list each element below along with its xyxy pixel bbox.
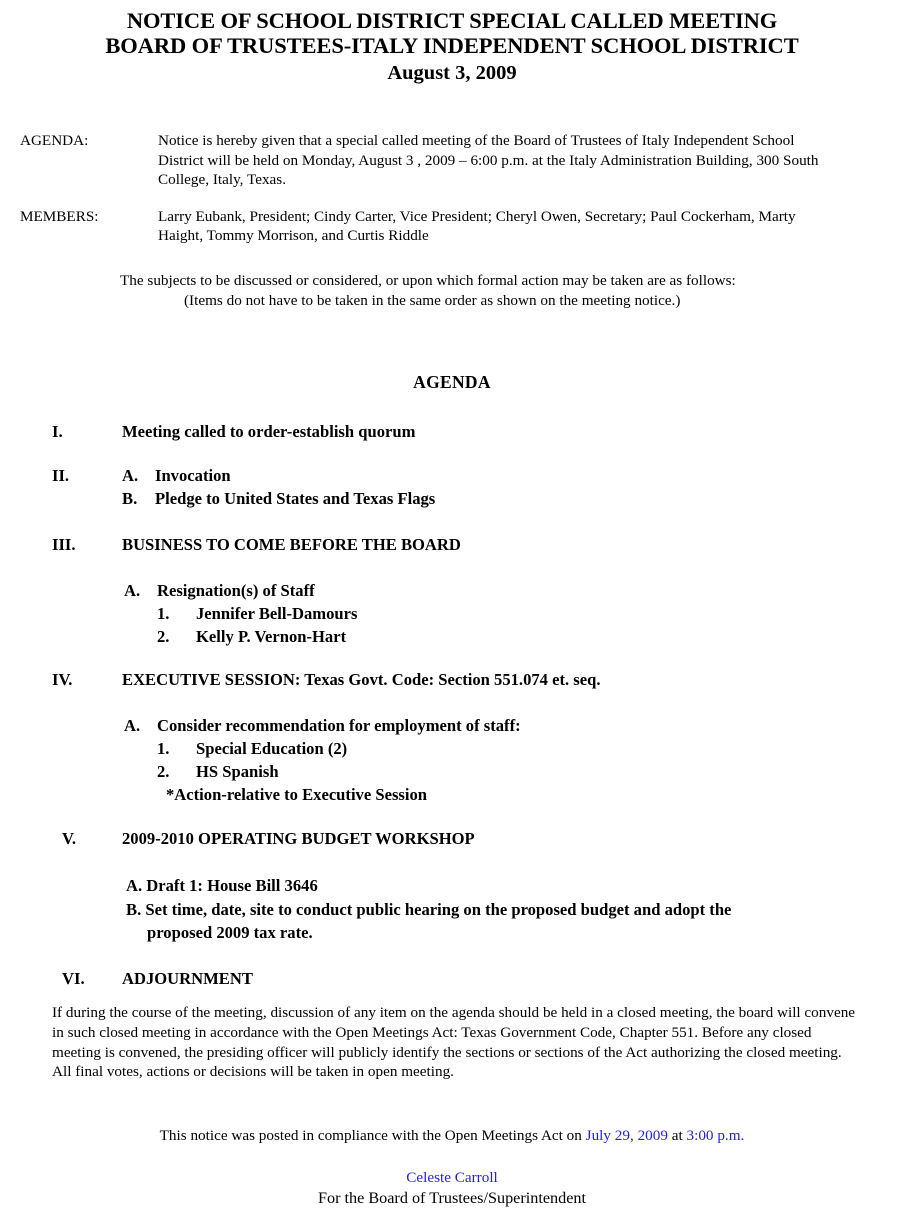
agenda-item-ii-sub-b [122, 488, 854, 511]
agenda-item-ii-sub-b-letter: B. [122, 488, 138, 508]
agenda-item-iv-num-1-index: 1. [157, 739, 170, 759]
agenda-item-ii-sub-a-letter: A. [122, 466, 139, 486]
agenda-item-iv-num-1-text: Special Education (2) [196, 739, 348, 759]
agenda-item-v-line-a: A. Draft 1: House Bill 3646 [126, 876, 318, 896]
signer-name: Celeste Carroll [406, 1168, 498, 1186]
agenda-item-v-line-b-cont: proposed 2009 tax rate. [147, 923, 313, 943]
agenda-item-ii-sub-b-text: Pledge to United States and Texas Flags [155, 488, 436, 508]
agenda-item-iii-num-2-text: Kelly P. Vernon-Hart [196, 627, 347, 647]
subjects-block [0, 271, 904, 310]
members-label: MEMBERS: [20, 207, 99, 225]
agenda-item-iv-title: EXECUTIVE SESSION: Texas Govt. Code: Section 551.074 et. seq. [122, 670, 601, 690]
posted-prefix: This notice was posted in compliance with the Open Meetings Act on [159, 1127, 586, 1144]
agenda-item-iii-body [0, 534, 904, 648]
posted-time: 3:00 p.m. [686, 1127, 745, 1144]
agenda-item-v [0, 828, 904, 945]
agenda-item-iii-subblock [122, 579, 854, 648]
agenda-item-ii-sub-a [122, 465, 854, 488]
subjects-line-2: (Items do not have to be taken in the same order as shown on the meeting notice.) [184, 291, 681, 309]
title-line-2: BOARD OF TRUSTEES-ITALY INDEPENDENT SCHOOL DISTRICT [105, 33, 799, 58]
agenda-item-v-body [0, 828, 904, 945]
agenda-item-i [0, 421, 904, 443]
agenda-item-iv-alpha-text: Consider recommendation for employment of staff: [157, 716, 521, 736]
agenda-item-iv-subblock [122, 714, 854, 806]
agenda-item-i-title: Meeting called to order-establish quorum [122, 422, 416, 442]
agenda-notice-text: Notice is hereby given that a special called meeting of the Board of Trustees of Italy Independent School District will be held on Monday, August 3 , 2009 – 6:00 p.m. at the Italy Administration Building, 300 South College, Italy, Texas. [158, 132, 819, 189]
agenda-item-i-body [0, 421, 904, 443]
agenda-numeral-vi: VI. [62, 968, 85, 988]
agenda-item-vi [0, 968, 904, 990]
agenda-label: AGENDA: [20, 132, 89, 149]
agenda-item-iv-num-2 [124, 760, 854, 783]
subjects-line-1: The subjects to be discussed or considered, or upon which formal action may be taken are as follows: [120, 271, 736, 289]
agenda-item-iii-alpha [124, 579, 854, 602]
agenda-item-iv-alpha [124, 714, 854, 737]
agenda-item-ii [0, 465, 904, 510]
agenda-item-iii-num-1 [124, 602, 854, 625]
posted-date: July 29, 2009 [585, 1127, 668, 1144]
agenda-notice-row [0, 131, 904, 190]
agenda-item-iv-num-2-index: 2. [157, 762, 170, 782]
agenda-item-iv-alpha-letter: A. [124, 716, 141, 736]
agenda-item-iv-num-2-text: HS Spanish [196, 762, 279, 782]
footer-block [0, 1126, 904, 1209]
agenda-item-iv-body [0, 669, 904, 806]
posting-compliance-line [0, 1126, 904, 1146]
agenda-item-iii-num-2-index: 2. [157, 627, 170, 647]
agenda-numeral-i: I. [52, 422, 63, 442]
agenda-item-iv-note: *Action-relative to Executive Session [166, 785, 428, 805]
agenda-list [0, 421, 904, 990]
agenda-numeral-v: V. [62, 829, 76, 849]
agenda-item-iii-title: BUSINESS TO COME BEFORE THE BOARD [122, 535, 461, 555]
agenda-item-iii [0, 534, 904, 648]
agenda-item-ii-sub-a-text: Invocation [155, 466, 231, 486]
agenda-item-v-line-b: B. Set time, date, site to conduct public hearing on the proposed budget and adopt the [126, 899, 732, 919]
agenda-item-iv-num-1 [124, 737, 854, 760]
agenda-item-vi-title: ADJOURNMENT [122, 968, 253, 988]
agenda-item-iii-num-1-index: 1. [157, 604, 170, 624]
title-date: August 3, 2009 [387, 62, 517, 84]
members-row [0, 207, 904, 246]
title-line-1: NOTICE OF SCHOOL DISTRICT SPECIAL CALLED MEETING [126, 8, 778, 33]
agenda-item-iii-alpha-text: Resignation(s) of Staff [157, 581, 315, 601]
agenda-item-v-subblock [122, 874, 854, 945]
agenda-item-iii-alpha-letter: A. [124, 581, 141, 601]
agenda-numeral-iii: III. [52, 535, 76, 555]
members-text: Larry Eubank, President; Cindy Carter, Vice President; Cheryl Owen, Secretary; Paul Cockerham, Marty Haight, Tommy Morrison, and Curtis Riddle [158, 207, 796, 245]
agenda-item-iv [0, 669, 904, 806]
closing-paragraph: If during the course of the meeting, discussion of any item on the agenda should be held in a closed meeting, the board will convene in such closed meeting in accordance with the Open Meetings Act: Texas Government Code, Chapter 551. Before any closed meeting is convened, the presiding officer will publicly identify the sections or sections of the Act authorizing the closed meeting. All final votes, actions or decisions will be taken in open meeting. [52, 1004, 856, 1081]
agenda-item-iii-num-2 [124, 625, 854, 648]
agenda-item-ii-body [0, 465, 904, 510]
agenda-numeral-iv: IV. [52, 670, 73, 690]
document-title-block [0, 0, 904, 86]
signer-role: For the Board of Trustees/Superintendent [318, 1188, 586, 1207]
agenda-heading: AGENDA [413, 372, 491, 393]
agenda-numeral-ii: II. [52, 466, 70, 486]
agenda-item-v-title: 2009-2010 OPERATING BUDGET WORKSHOP [122, 829, 475, 849]
agenda-item-vi-body [0, 968, 904, 990]
agenda-item-iii-num-1-text: Jennifer Bell-Damours [196, 604, 358, 624]
posted-middle: at [667, 1127, 687, 1144]
notice-section [0, 131, 904, 246]
